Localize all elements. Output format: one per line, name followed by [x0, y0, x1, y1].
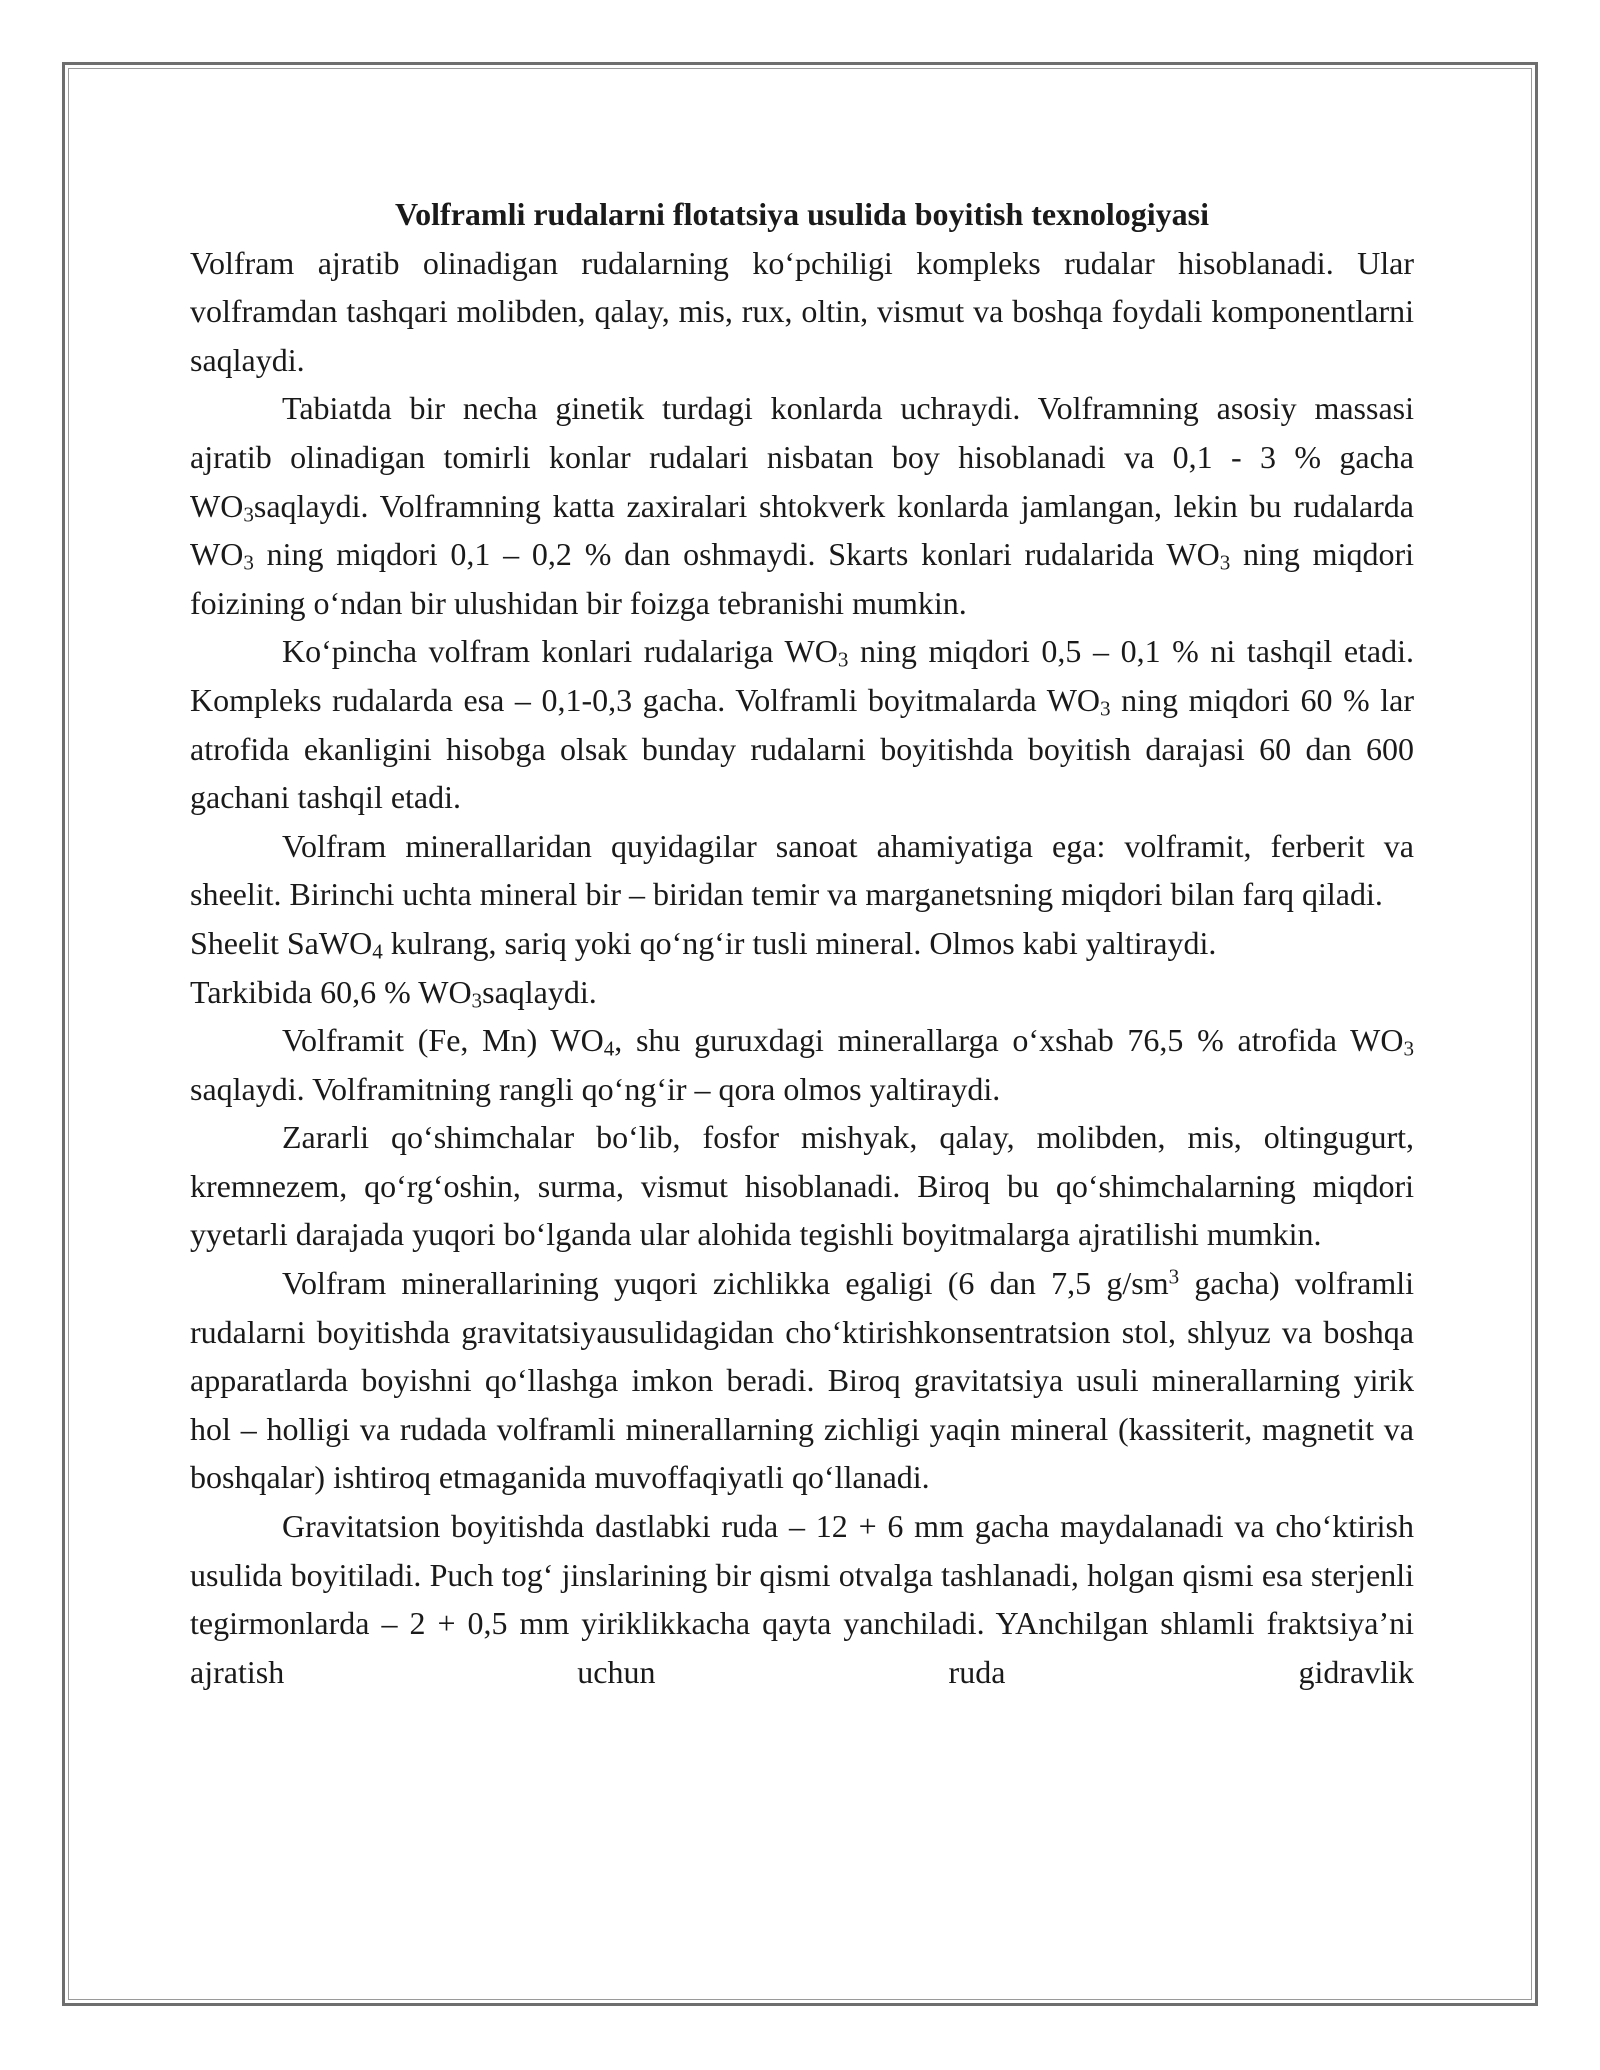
paragraph-2-text-a: Tabiatda bir necha ginetik turdagi konlarda uchraydi. Volframning asosiy massasi ajratib olinadigan tomirli konlar rudalari nisbatan boy hisoblanadi va 0,1 - 3 % gacha WO — [190, 390, 1414, 524]
paragraph-2-subscript-3: 3 — [1219, 550, 1231, 575]
paragraph-6 — [190, 968, 1414, 1017]
paragraph-3-text-a: Ko‘pincha volfram konlari rudalariga WO — [282, 633, 838, 670]
paragraph-7-subscript-1: 4 — [603, 1036, 615, 1061]
paragraph-1: Volfram ajratib olinadigan rudalarning ko‘pchiligi kompleks rudalar hisoblanadi. Ular volframdan tashqari molibden, qalay, mis, rux, oltin, vismut va boshqa foydali komponentlarni saqlaydi. — [190, 244, 1414, 378]
paragraph-4: Volfram minerallaridan quyidagilar sanoat ahamiyatiga ega: volframit, ferberit va sheelit. Birinchi uchta mineral bir – biridan temir va marganetsning miqdori bilan farq qiladi. — [190, 827, 1414, 913]
paragraph-9 — [190, 1259, 1414, 1502]
paragraph-6-text-b: saqlaydi. — [482, 973, 597, 1010]
paragraph-5-text-b: kulrang, sariq yoki qo‘ng‘ir tusli mineral. Olmos kabi yaltiraydi. — [382, 924, 1217, 961]
paragraph-5-text-a: Sheelit SaWO — [190, 924, 373, 961]
paragraph-3-subscript-1: 3 — [837, 647, 849, 672]
paragraph-2-text-c: ning miqdori 0,1 – 0,2 % dan oshmaydi. Skarts konlari rudalarida WO — [253, 536, 1220, 573]
paragraph-2-subscript-2: 3 — [243, 550, 254, 575]
paragraph-3-text-b: ning miqdori 0,5 – 0,1 % ni tashqil etadi. Kompleks rudalarda esa – 0,1-0,3 gacha. Volframli boyitmalarda WO — [190, 633, 1414, 718]
paragraph-2 — [190, 384, 1414, 627]
paragraph-2-text-b: saqlaydi. Volframning katta zaxiralari shtokverk konlarda jamlangan, lekin bu rudalarda WO — [190, 487, 1414, 573]
paragraph-7 — [190, 1016, 1414, 1113]
document-body — [190, 190, 1414, 1696]
paragraph-8: Zararli qo‘shimchalar bo‘lib, fosfor mishyak, qalay, molibden, mis, oltingugurt, kremnezem, qo‘rg‘oshin, surma, vismut hisoblanadi. Biroq bu qo‘shimchalarning miqdori yyetarli darajada yuqori bo‘lganda ular alohida tegishli boyitmalarga ajratilishi mumkin. — [190, 1119, 1414, 1253]
paragraph-5-subscript-1: 4 — [372, 939, 383, 964]
paragraph-3-text-c: ning miqdori 60 % lar atrofida ekanligini hisobga olsak bunday rudalarni boyitishda boyitish darajasi 60 dan 600 gachani tashqil etadi. — [190, 681, 1415, 816]
paragraph-5 — [190, 919, 1414, 968]
paragraph-3 — [190, 627, 1414, 821]
paragraph-6-subscript-1: 3 — [471, 988, 483, 1013]
paragraph-7-text-b: , shu guruxdagi minerallarga o‘xshab 76,5 % atrofida WO — [614, 1022, 1404, 1059]
paragraph-9-text-b: gacha) volframli rudalarni boyitishda gravitatsiyausulidagidan cho‘ktirishkonsentratsion stol, shlyuz va boshqa apparatlarda boyishni qo‘llashga imkon beradi. Biroq gravitatsiya usuli minerallarning yirik hol – holligi va rudada volframli minerallarning zichligi yaqin mineral (kassiterit, magnetit va boshqalar) ishtiroq etmaganida muvoffaqiyatli qo‘llanadi. — [190, 1265, 1415, 1496]
paragraph-2-text-d: ning miqdori foizining o‘ndan bir ulushidan bir foizga tebranishi mumkin. — [190, 536, 1415, 621]
paragraph-9-text-a: Volfram minerallarining yuqori zichlikka egaligi (6 dan 7,5 g/sm — [282, 1265, 1169, 1302]
paragraph-2-subscript-1: 3 — [243, 502, 254, 527]
paragraph-7-text-c: saqlaydi. Volframitning rangli qo‘ng‘ir – qora olmos yaltiraydi. — [190, 1070, 1001, 1107]
document-title: Volframli rudalarni flotatsiya usulida boyitish texnologiyasi — [394, 196, 1210, 232]
paragraph-3-subscript-2: 3 — [1100, 696, 1111, 721]
paragraph-9-superscript-1: 3 — [1168, 1264, 1180, 1289]
paragraph-7-subscript-2: 3 — [1403, 1036, 1415, 1061]
paragraph-7-text-a: Volframit (Fe, Mn) WO — [282, 1022, 604, 1059]
paragraph-6-text-a: Tarkibida 60,6 % WO — [190, 973, 472, 1010]
paragraph-10: Gravitatsion boyitishda dastlabki ruda – 12 + 6 mm gacha maydalanadi va cho‘ktirish usulida boyitiladi. Puch tog‘ jinslarining bir qismi otvalga tashlanadi, holgan qismi esa sterjenli tegirmonlarda – 2 + 0,5 mm yiriklikkacha qayta yanchiladi. YAnchilgan shlamli fraktsiya’ni ajratish uchun ruda gidravlik — [190, 1508, 1414, 1690]
